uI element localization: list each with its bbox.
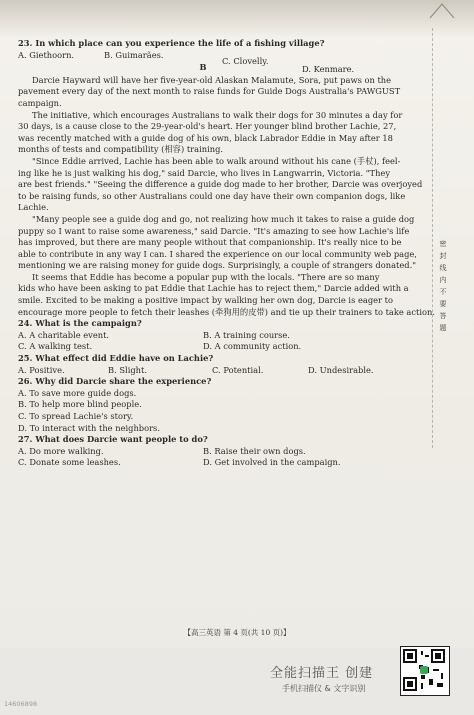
scanner-tagline: 手机扫描仪 & 文字识别 [282,684,366,693]
question-24: 24. What is the campaign? [18,318,142,329]
passage-paragraph-5: It seems that Eddie has become a popular pup with the locals. "There are so many kids who have been asking to pat Eddie that Lachie has to reject them," Darcie added with a smile. Excited to be making a positive impact by walking her own dog, Darcie is eager to encourage more people to fetch their leashes (牵狗用的皮带) and tie up their trainers to take action. [18,271,435,317]
question-26: 26. Why did Darcie share the experience? [18,376,212,387]
binding-margin [412,28,468,448]
q27-option-c: C. Donate some leashes. [18,457,121,468]
qr-code-icon [400,646,450,696]
section-b-label: B [199,62,207,73]
passage-paragraph-4: "Many people see a guide dog and go, not realizing how much it takes to raise a guide dog puppy so I want to raise some awareness," said Darcie. "It's amazing to see how Lachie's life has improved, but there are many people without that companionship. It's really nice to be able to contribute in any way I can. I shared the experience on our local community web page, mentioning we are raising money for guide dogs. Surprisingly, a couple of strangers donated." [18,213,417,271]
q25-options [18,365,388,377]
q23-option-a: A. Giethoorn. [18,49,75,60]
q26-option-a: A. To save more guide dogs. [18,387,137,398]
passage-paragraph-1: Darcie Hayward will have her five-year-old Alaskan Malamute, Sora, put paws on the pavement every day of the next month to raise funds for Guide Dogs Australia's PAWGUST campaign. [18,74,401,108]
question-23: 23. In which place can you experience the life of a fishing village? [18,38,325,48]
q25-option-d: D. Undesirable. [308,364,374,375]
question-27: 27. What does Darcie want people to do? [18,434,208,445]
q27-option-b: B. Raise their own dogs. [203,445,306,456]
q27-option-d: D. Get involved in the campaign. [203,457,341,468]
q25-option-a: A. Positive. [18,364,65,375]
q26-option-b: B. To help more blind people. [18,399,142,410]
binding-warning: 密 封 线 内 不 要 答 题 [439,240,447,332]
q24-option-c: C. A walking test. [18,341,93,352]
passage-paragraph-2: The initiative, which encourages Australians to walk their dogs for 30 minutes a day for 30 days, is a cause close to the 29-year-old's heart. Her younger blind brother Lachie, 27, was recently matched with a guide dog of his own, black Labrador Eddie in May after 18 months of tests and compatibility (相容) training. [18,109,403,155]
q27-option-a: A. Do more walking. [18,445,104,456]
fold-mark-icon [428,2,456,20]
q25-option-c: C. Potential. [212,364,264,375]
page-footer: 【高三英语 第 4 页(共 10 页)】 [183,628,291,637]
q26-option-d: D. To interact with the neighbors. [18,422,160,433]
passage-paragraph-3: "Since Eddie arrived, Lachie has been able to walk around without his cane (手杖), feel- ing like he is just walking his dog," said Darcie, who lives in Langwarrin, Victoria. "They are best friends." "Seeing the difference a guide dog made to her brother, Darcie was overjoyed to be raising funds, so other Australians could one day have their own companion dogs, like Lachie. [18,155,423,213]
q23-option-c: C. Clovelly. [222,55,269,66]
scan-id: 14606898 [4,700,38,708]
question-25: 25. What effect did Eddie have on Lachie? [18,353,214,364]
exam-content [18,38,435,469]
q23-option-d: D. Kenmare. [302,63,355,74]
binding-dashed-line [432,28,433,448]
q23-options [18,49,388,74]
q24-option-b: B. A training course. [203,329,290,340]
q26-option-c: C. To spread Lachie's story. [18,411,134,421]
top-shadow [0,0,474,38]
q24-option-d: D. A community action. [203,341,302,352]
q25-option-b: B. Slight. [108,364,147,375]
q23-option-b: B. Guimarães. [104,49,164,60]
q24-option-a: A. A charitable event. [18,329,110,340]
scanner-brand: 全能扫描王 创建 [270,666,374,681]
